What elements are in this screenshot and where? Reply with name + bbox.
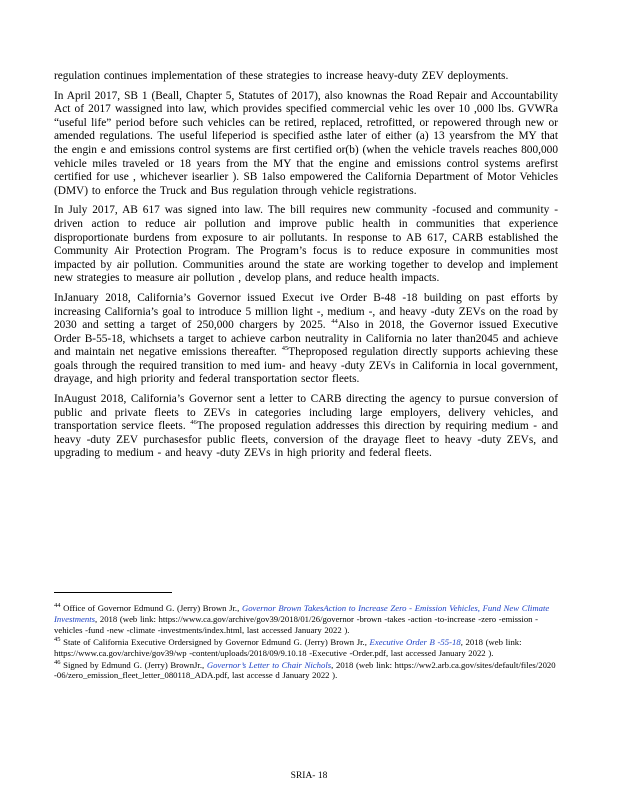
footnote-link[interactable]: Governor’s Letter to Chair Nichols — [206, 659, 332, 670]
footnote-text: , 2018 (web link: https://www.ca.gov/archive/gov39/2018/01/26/governor -brown -takes -action -to-increase -zero -emission -vehicles -fund -new -climate -investments/index.html, last accessed January 2022 ). — [54, 613, 539, 635]
footnote-number: 45 — [54, 635, 61, 643]
footnote-ref-45[interactable]: 45 — [281, 345, 289, 353]
body-text — [54, 70, 558, 467]
footnote-text: Signed by Edmund G. (Jerry) BrownJr., — [63, 659, 205, 670]
footnote-number: 44 — [54, 602, 61, 610]
footnote-text: State of California Executive Ordersigned by Governor Edmund G. (Jerry) Brown Jr., — [63, 636, 367, 647]
paragraph-text: InJanuary 2018, California’s Governor issued Execut ive Order B-48 -18 building on past efforts by increasing California’s goal to introduce 5 million light -, medium -, and heavy -duty ZEVs on the road by 2030 and setting a target of 250,000 chargers by 2025. — [54, 291, 558, 332]
footnote-separator — [54, 592, 172, 593]
footnote-text: , 2018 (web link: https://ww2.arb.ca.gov/sites/default/files/2020 -06/zero_emission_fleet_letter_080118_ADA.pdf, last accesse d January 2022 ). — [54, 659, 556, 681]
page-number: SRIA- 18 — [290, 771, 328, 781]
footnote-number: 46 — [54, 658, 61, 666]
footnote-ref-46[interactable]: 46 — [190, 419, 197, 427]
paragraph-text: Theproposed regulation directly supports achieving these goals through the required transition to med ium- and heavy -duty ZEVs in California in local government, drayage, and high priority and federal transportation sector fleets. — [54, 346, 558, 386]
paragraph-text: InAugust 2018, California’s Governor sent a letter to CARB directing the agency to pursue conversion of public and private fleets to ZEVs in categories including large employers, delivery vehicles, and transportation service fleets. — [54, 393, 558, 433]
paragraph-text: The proposed regulation addresses this direction by requiring medium - and heavy -duty ZEV purchasesfor public fleets, conversion of the drayage fleet to heavy -duty ZEVs, and upgrading to medium - and heavy -duty ZEVs in high priority and federal fleets. — [54, 420, 558, 460]
footnote-link[interactable]: Executive Order B -55-18 — [369, 636, 461, 647]
footnote-text: , 2018 (web link: https://www.ca.gov/archive/gov39/wp -content/uploads/2018/09/9.10.18 -Executive -Order.pdf, last accessed January 2022 ). — [54, 636, 522, 658]
paragraph-ab617 — [54, 204, 558, 286]
paragraph-text: In April 2017, SB 1 (Beall, Chapter 5, Statutes of 2017), also knownas the Road Repair and Accountability Act of 2017 wassigned into law, which provides specified commercial vehic les over 10 ,000 lbs. GVWRa “useful life” period before such vehicles can be retired, replaced, retrofitted, or repowered through new or amended regulations. The useful lifeperiod is specified asthe later of either (a) 13 yearsfrom the MY that the engin e and emissions control systems are first certified or(b) (when the vehicle travels reaches 800,000 vehicle miles traveled or 18 years from the MY that the engine and emissions control systems arefirst certified for use , whichever isearlier ). SB 1also empowered the California Department of Motor Vehicles (DMV) to enforce the Truck and Bus regulation through vehicle registrations. — [54, 89, 558, 197]
footnotes — [54, 603, 558, 682]
paragraph-executive-orders — [54, 292, 558, 387]
footnote-text: Office of Governor Edmund G. (Jerry) Brown Jr., — [63, 603, 240, 613]
footnote-46 — [54, 660, 558, 682]
footnote-44 — [54, 603, 558, 636]
footnote-45 — [54, 637, 558, 659]
paragraph-text: regulation continues implementation of these strategies to increase heavy-duty ZEV deployments. — [54, 70, 509, 82]
footnote-link[interactable]: Governor Brown TakesAction to Increase Zero - Emission Vehicles, Fund New Climate Investments — [54, 603, 550, 624]
footnote-ref-44[interactable]: 44 — [331, 318, 338, 326]
paragraph-text: In July 2017, AB 617 was signed into law. The bill requires new community -focused and community -driven action to reduce air pollution and improve public health in communities that experience disproportionate burdens from exposure to air pollutants. In response to AB 617, CARB established the Community Air Protection Program. The Program’s focus is to reduce exposure in communities most impacted by air pollution. Communities around the state are working together to develop and implement new strategies to measure air pollution , develop plans, and reduce health impacts. — [54, 204, 558, 285]
paragraph-text: Also in 2018, the Governor issued Executive Order B-55-18, whichsets a target to achieve carbon neutrality in California no later than2045 and achieve and maintain net negative emissions thereafter. — [54, 319, 558, 359]
paragraph-governor-letter — [54, 393, 558, 461]
paragraph-intro-continuation — [54, 70, 558, 84]
paragraph-sb1 — [54, 90, 558, 199]
